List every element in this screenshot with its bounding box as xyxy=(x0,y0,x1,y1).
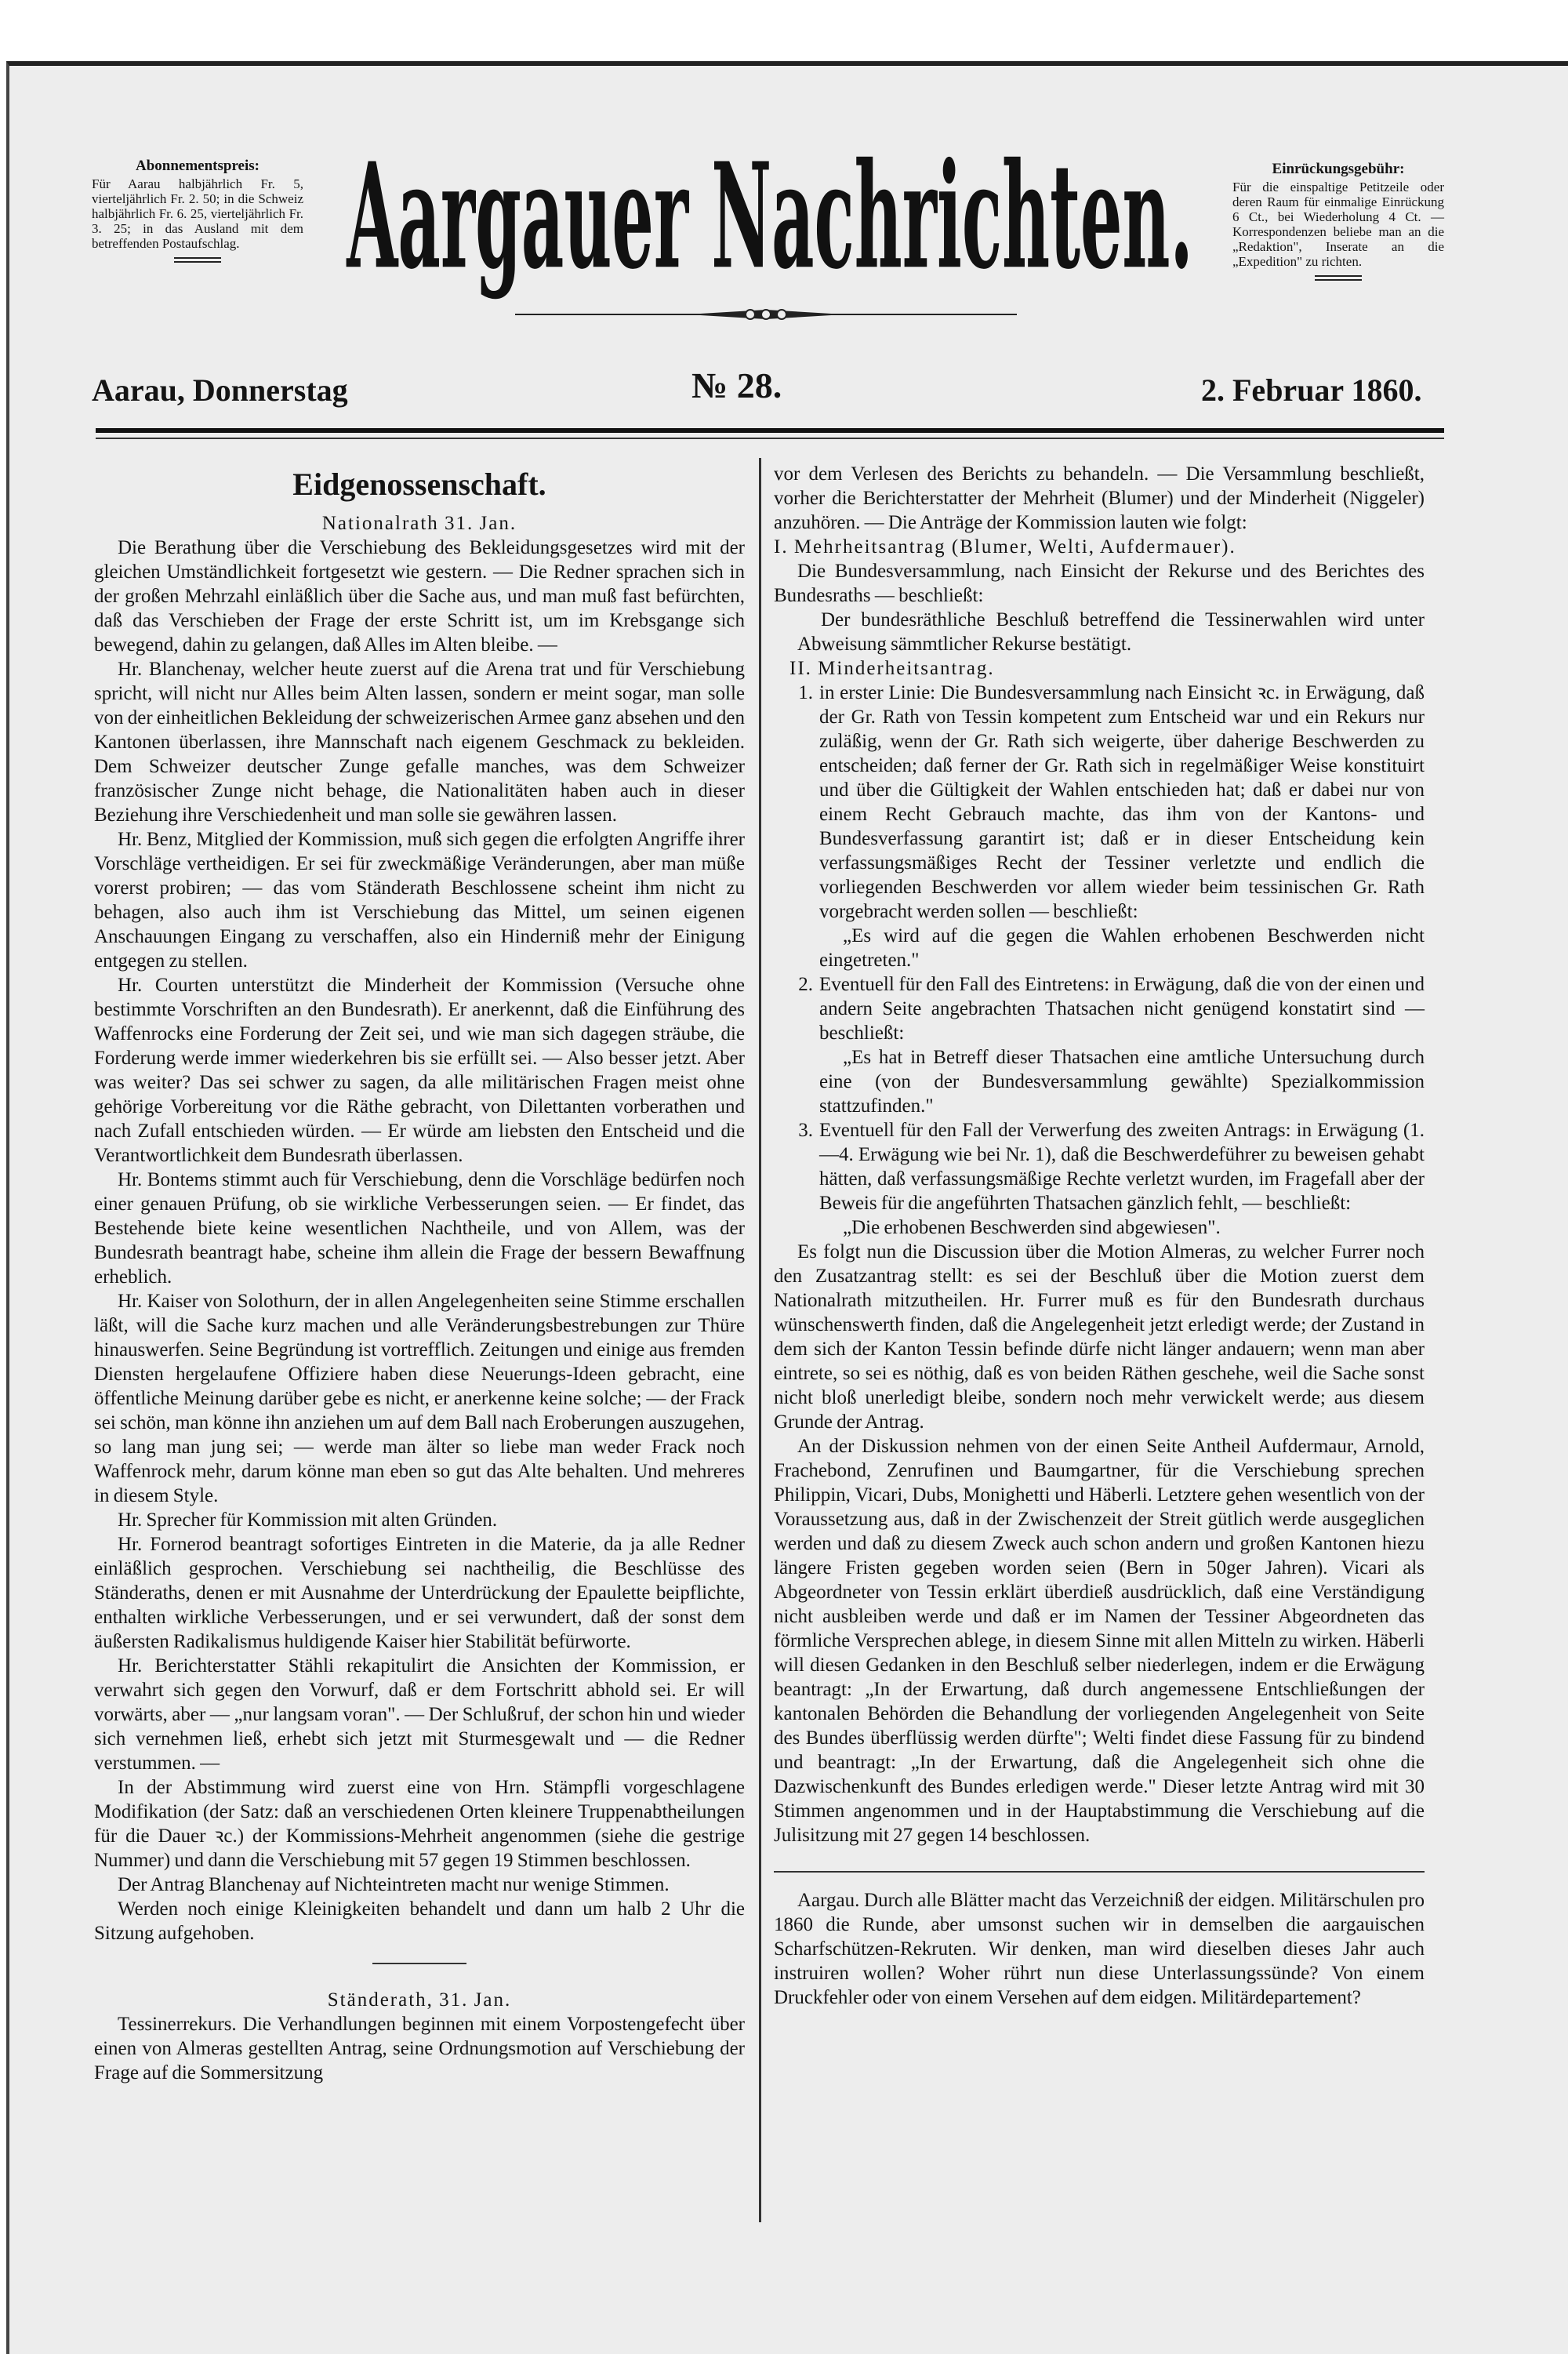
item-quote: „Es hat in Betreff dieser Thatsachen eine amtliche Untersuchung durch eine (von der Bundesversammlung gewählte) Spezialkommission stattzufinden." xyxy=(819,1047,1425,1117)
paragraph: vor dem Verlesen des Berichts zu behandeln. — Die Versammlung beschließt, vorher die Berichterstatter der Mehrheit (Blumer) und der Minderheit (Niggeler) anzuhören. — Die Anträge der Kommission lauten wie folgt: xyxy=(774,463,1425,533)
paragraph: Die Berathung über die Verschiebung des Bekleidungsgesetzes wird mit der gleichen Umständlichkeit fortgesetzt wie gestern. — Die Redner sprachen sich in der großen Mehrzahl einläßlich über die Sache aus, und man muß fast befürchten, daß das Verschieben der Frage der erste Schritt ist, um im Krebsgange sich bewegend, dahin zu gelangen, daß Alles im Alten bleibe. — xyxy=(94,537,745,656)
subscription-text: Für Aarau halbjährlich Fr. 5, vierteljährlich Fr. 2. 50; in die Schweiz halbjährlich Fr. 6. 25, vierteljährlich Fr. 3. 25; in das Ausland mit dem betreffenden Postaufschlag. xyxy=(92,176,303,251)
place-day: Aarau, Donnerstag xyxy=(92,372,348,408)
paragraph: Der Antrag Blanchenay auf Nichteintreten macht nur wenige Stimmen. xyxy=(118,1874,670,1895)
item-quote: „Es wird auf die gegen die Wahlen erhobenen Beschwerden nicht eingetreten." xyxy=(819,925,1425,971)
paragraph: Die Bundesversammlung, nach Einsicht der Rekurse und des Berichtes des Bundesraths — beschließt: xyxy=(774,561,1425,606)
subscription-heading: Abonnementspreis: xyxy=(136,158,260,174)
paragraph: Hr. Fornerod beantragt sofortiges Eintreten in die Materie, da ja alle Redner einläßlich gesprochen. Verschiebung sei nachtheilig, die Beschlüsse des Ständeraths, denen er mit Ausnahme der Unterdrückung der Epaulette beipflichte, enthalten wirkliche Verbesserungen, und er sei verwundert, daß der sonst dem äußersten Radikalismus huldigende Kaiser hier Stabilität befürworte. xyxy=(94,1534,745,1652)
item-text: in erster Linie: Die Bundesversammlung nach Einsicht ꝛc. in Erwägung, daß der Gr. Rath von Tessin kompetent zum Entscheid war und ein Rekurs nur zuläßig, wenn der Gr. Rath sich weigerte, über daherige Beschwerden zu entscheiden; daß ferner der Gr. Rath sich in regelmäßiger Weise konstituirt und über die Gültigkeit der Wahlen entschieden hat; daß er dabei nur von einem Recht Gebrauch machte, das ihm von der Kantons- und Bundesverfassung garantirt ist; daß er in dieser Entscheidung kein verfassungsmäßiges Recht der Tessiner verletzte und endlich die vorliegenden Beschwerden vor allem wieder beim tessinischen Gr. Rath vorgebracht werden sollen — beschließt: xyxy=(819,682,1425,922)
column-divider xyxy=(759,458,761,2222)
issue-date: 2. Februar 1860. xyxy=(1201,372,1422,408)
paragraph-aargau: Aargau. Durch alle Blätter macht das Verzeichniß der eidgen. Militärschulen pro 1860 die Runde, aber umsonst suchen wir in demselben die aargauischen Scharfschützen-Rekruten. Wir denken, man wird dieselben dieses Jahr auch instruiren wollen? Woher rührt nun diese Unterlassungssünde? Von einem Druckfehler oder von einem Versehen auf dem eidgen. Militärdepartement? xyxy=(774,1890,1425,2008)
right-column xyxy=(774,462,1425,2010)
paragraph: Hr. Blanchenay, welcher heute zuerst auf die Arena trat und für Verschiebung spricht, will nicht nur Alles beim Alten lassen, sondern er meint sogar, man solle von der einheitlichen Bekleidung der schweizerischen Armee ganz absehen und den Kantonen überlassen, ihre Mannschaft nach eigenem Geschmack zu bekleiden. Dem Schweizer deutscher Zunge gefalle manches, was dem Schweizer französischer Zunge nicht behage, die Nationalitäten haben auch in dieser Beziehung ihre Verschiedenheit und man solle sie gewähren lassen. xyxy=(94,659,745,826)
section-heading: Eidgenossenschaft. xyxy=(292,467,546,502)
item-text: Eventuell für den Fall des Eintretens: in Erwägung, daß die von der einen und andern Seite angebrachten Thatsachen nicht genügend konstatirt sind — beschließt: xyxy=(819,974,1425,1044)
list-item xyxy=(774,1118,1425,1240)
subscription-box xyxy=(92,158,303,263)
subheading-staenderath: Ständerath, 31. Jan. xyxy=(327,1989,512,2011)
subheading-nationalrath: Nationalrath 31. Jan. xyxy=(321,513,517,534)
majority-motion: I. Mehrheitsantrag (Blumer, Welti, Aufdermauer). xyxy=(774,536,1236,558)
paragraph: Hr. Benz, Mitglied der Kommission, muß sich gegen die erfolgten Angriffe ihrer Vorschläge vertheidigen. Er sei für zweckmäßige Veränderungen, aber man müße vorerst probiren; — das vom Ständerath Beschlossene scheint ihm nicht zu behagen, also auch ihm ist Verschiebung das Mittel, um seinen eigenen Anschauungen Eingang zu verschaffen, also ein Hinderniß mehr der Einigung entgegen zu stellen. xyxy=(94,829,745,972)
item-quote: „Die erhobenen Beschwerden sind abgewiesen". xyxy=(843,1217,1221,1238)
list-item xyxy=(774,681,1425,972)
paragraph: Werden noch einige Kleinigkeiten behandelt und dann um halb 2 Uhr die Sitzung aufgehoben. xyxy=(94,1898,745,1944)
ornament-rule xyxy=(515,309,1017,320)
newspaper-page xyxy=(6,61,1568,2354)
item-text: Eventuell für den Fall der Verwerfung des zweiten Antrags: in Erwägung (1.—4. Erwägung wie bei Nr. 1), daß die Beschwerdeführer zu beweisen gehabt hätten, daß verfassungsmäßige Rechte verletzt wurden, im Fragefall aber der Beweis für die angeführten Thatsachen gänzlich fehlt, — beschließt: xyxy=(819,1120,1425,1214)
newspaper-title: Aargauer Nachrichten. xyxy=(347,130,1193,302)
double-rule xyxy=(1315,275,1362,281)
paragraph: Hr. Courten unterstützt die Minderheit der Kommission (Versuche ohne bestimmte Vorschriften an den Bundesrath). Er anerkennt, daß die Einführung des Waffenrocks eine Forderung der Zeit sei, und wie man sich dagegen sträube, die Forderung werde immer wiederkehren bis sie erfüllt sei. — Also besser jetzt. Aber was weiter? Das sei schwer zu sagen, da alle militärischen Fragen meist ohne gehörige Vorbereitung vor die Räthe gebracht, von Dilettanten vorberathen und nach Zufall entschieden würden. — Er würde am liebsten den Entscheid und die Verantwortlichkeit dem Bundesrath überlassen. xyxy=(94,975,745,1166)
list-item xyxy=(774,972,1425,1118)
paragraph: An der Diskussion nehmen von der einen Seite Antheil Aufdermaur, Arnold, Frachebond, Zenrufinen und Baumgartner, für die Verschiebung sprechen Philippin, Vicari, Dubs, Monighetti und Häberli. Letztere gehen wesentlich von der Voraussetzung aus, daß in der Zwischenzeit der Streit gütlich werde ausgeglichen werden und daß zu diesem Zweck auch schon andern und großen Kantonen hiezu längere Fristen gegeben worden seien (Bern in 50ger Jahren). Vicari als Abgeordneter von Tessin erklärt überdieß ausdrücklich, daß eine Verständigung nicht ausbleiben werde und daß er im Namen der Tessiner Abgeordneten das förmliche Versprechen ablege, in diesem Sinne mit allen Mitteln zu wirken. Häberli will diesen Gedanken in den Beschluß selber niederlegen, indem er die Erwägung beantragt: „In der Erwartung, daß durch angemessene Entschließungen der kantonalen Behörden die Behandlung der vorliegenden Angelegenheit von Seite des Bundes überflüssig werden dürfte"; Welti findet diese Fassung für zu bindend und beantragt: „In der Erwartung, daß die Angelegenheit sich ohne die Dazwischenkunft des Bundes erledigen werde." Dieser letzte Antrag wird mit 30 Stimmen angenommen und in der Hauptabstimmung die Verschiebung auf die Julisitzung mit 27 gegen 14 beschlossen. xyxy=(774,1436,1425,1846)
paragraph: In der Abstimmung wird zuerst eine von Hrn. Stämpfli vorgeschlagene Modifikation (der Satz: daß an verschiedenen Orten kleinere Truppenabtheilungen für die Dauer ꝛc.) der Kommissions-Mehrheit angenommen (siehe die gestrige Nummer) und dann die Verschiebung mit 57 gegen 19 Stimmen beschlossen. xyxy=(94,1777,745,1871)
paragraph: Hr. Bontems stimmt auch für Verschiebung, denn die Vorschläge bedürfen noch einer genauen Prüfung, ob sie wirkliche Verbesserungen seien. — Er findet, das Bestehende biete keine wesentlichen Nachtheile, und von Allem, was der Bundesrath beantragt habe, scheine ihm allein die Frage der bessern Bewaffnung erheblich. xyxy=(94,1169,745,1288)
section-rule xyxy=(774,1871,1425,1873)
paragraph: Hr. Kaiser von Solothurn, der in allen Angelegenheiten seine Stimme erschallen läßt, will die Sache kurz machen und alle Veränderungsbestrebungen zur Thüre hinauswerfen. Seine Begründung ist vortrefflich. Zeitungen und einige aus fremden Diensten hergelaufene Offiziere haben diese Neuerungs-Ideen gebracht, eine öffentliche Meinung darüber gebe es nicht, er anerkenne keine solche; — der Frack sei schön, man könne ihn anziehen um auf dem Ball nach Eroberungen auszugehen, so lang man jung sei; — werde man älter so liebe man weder Frack noch Waffenrock mehr, darum könne man eben so gut das Alte behalten. Und mehreres in diesem Style. xyxy=(94,1291,745,1506)
insertion-text: Für die einspaltige Petitzeile oder deren Raum für einmalige Einrückung 6 Ct., bei Wiederholung 4 Ct. — Korrespondenzen beliebe man an die „Redaktion", Inserate an die „Expedition" zu richten. xyxy=(1232,180,1444,269)
insertion-heading: Einrückungsgebühr: xyxy=(1272,161,1405,177)
issue-number: № 28. xyxy=(691,365,782,405)
paragraph: Tessinerrekurs. Die Verhandlungen beginnen mit einem Vorpostengefecht über einen von Almeras gestellten Antrag, seine Ordnungsmotion auf Verschiebung der Frage auf die Sommersitzung xyxy=(94,2014,745,2083)
masthead-rule xyxy=(96,428,1444,433)
paragraph: Es folgt nun die Discussion über die Motion Almeras, zu welcher Furrer noch den Zusatzantrag stellt: es sei der Beschluß über die Motion zuerst dem Nationalrath mitzutheilen. Hr. Furrer muß es für den Bundesrath durchaus wünschenswerth finden, daß die Angelegenheit jetzt erledigt werde; der Zustand in dem sich der Kanton Tessin befinde dürfe nicht länger andauern; wenn man aber eintrete, so sei es nöthig, daß es von beiden Räthen geschehe, weil die Sache sonst nicht bloß unerledigt bleibe, sondern noch mehr verwickelt werde; aus diesem Grunde der Antrag. xyxy=(774,1241,1425,1433)
double-rule xyxy=(174,257,221,263)
left-column xyxy=(94,466,745,2085)
insertion-box xyxy=(1232,162,1444,281)
item-number: 1. xyxy=(798,682,813,703)
paragraph: Hr. Berichterstatter Stähli rekapitulirt die Ansichten der Kommission, er verwahrt sich gegen den Vorwurf, daß er dem Fortschritt abhold sei. Er will vorwärts, aber — „nur langsam voran". — Der Schlußruf, der schon hin und wieder sich vernehmen ließ, erhebt sich jetzt mit Sturmesgewalt und — die Redner verstummen. — xyxy=(94,1655,745,1774)
minority-motion: II. Minderheitsantrag. xyxy=(789,658,995,679)
masthead-rule-thin xyxy=(96,438,1444,439)
resolution: Der bundesräthliche Beschluß betreffend die Tessinerwahlen wird unter Abweisung sämmtlicher Rekurse bestätigt. xyxy=(797,609,1425,655)
section-rule xyxy=(372,1963,466,1964)
paragraph: Hr. Sprecher für Kommission mit alten Gründen. xyxy=(118,1509,498,1531)
item-number: 3. xyxy=(798,1120,813,1141)
item-number: 2. xyxy=(798,974,813,995)
